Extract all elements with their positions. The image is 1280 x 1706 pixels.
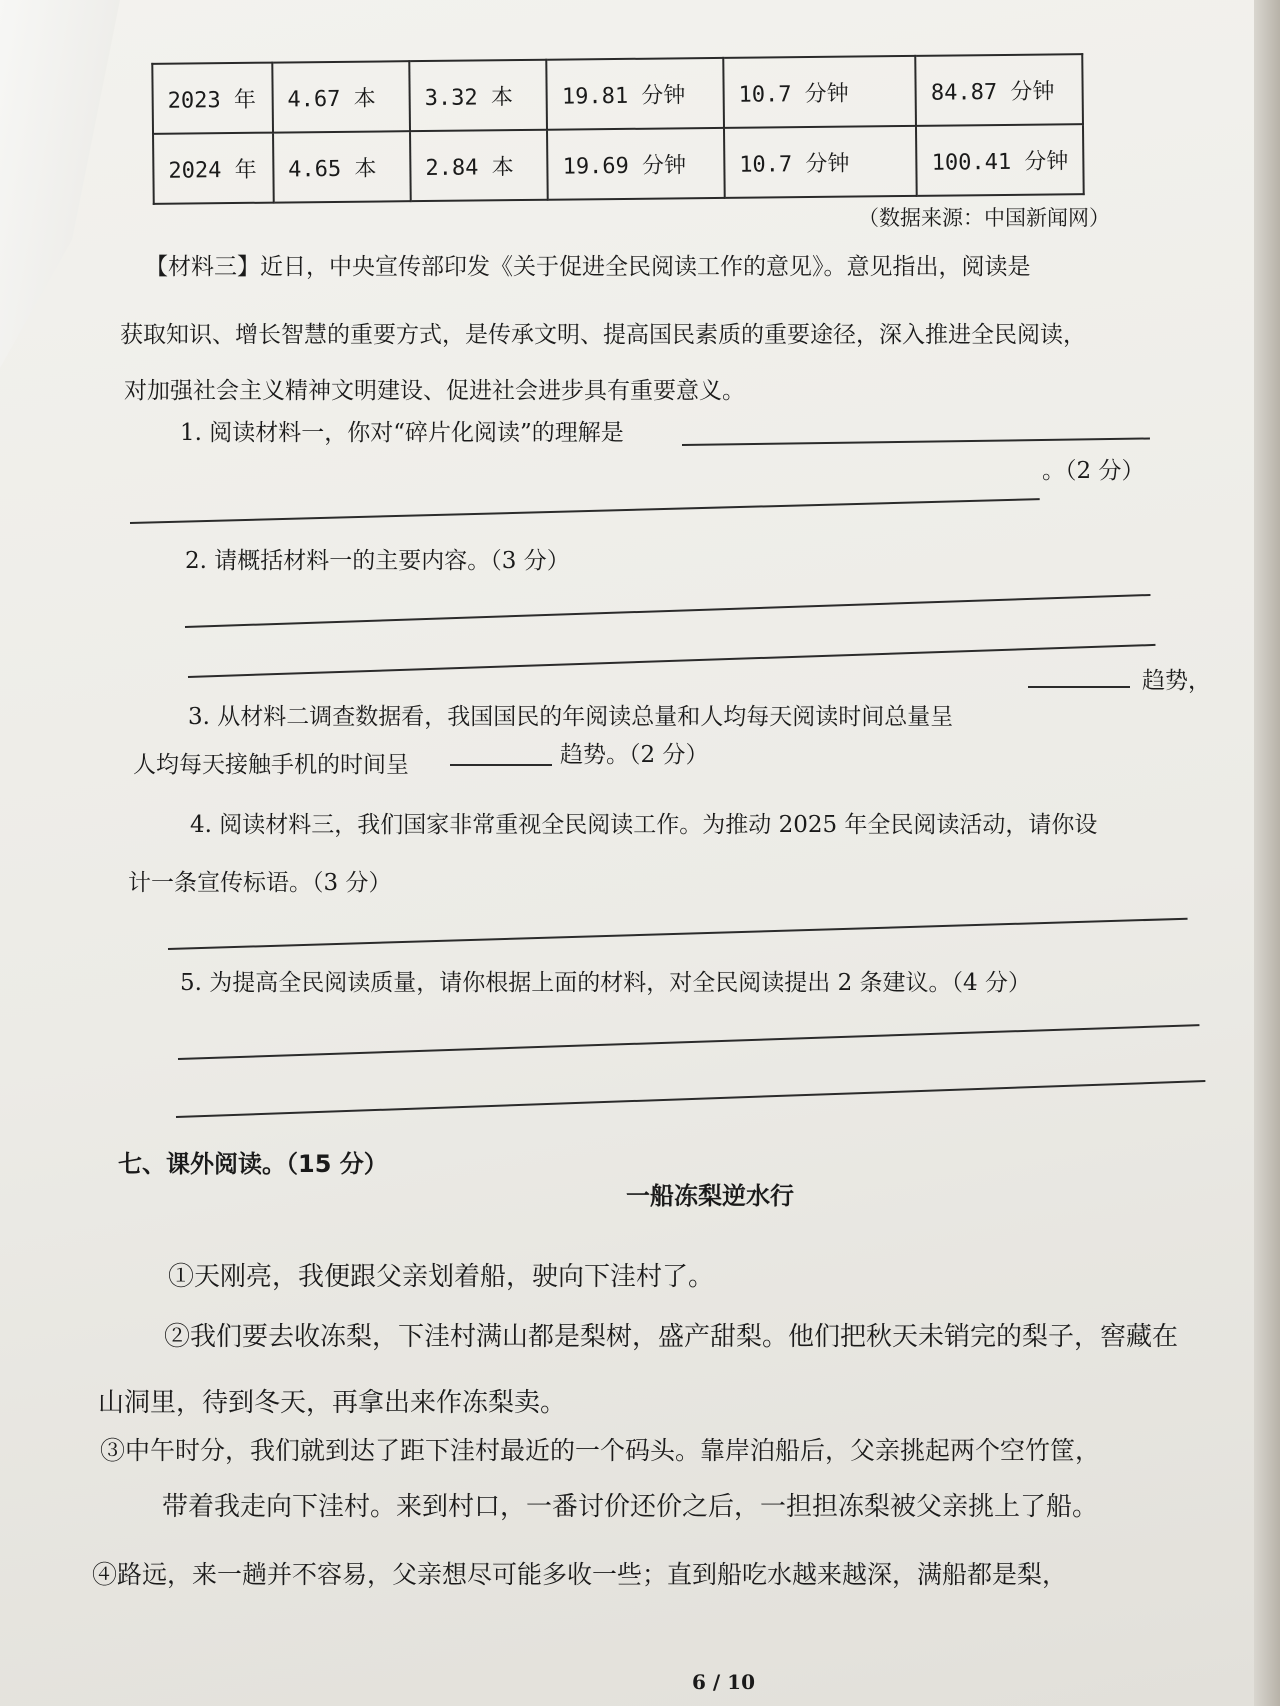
material-three-line-3: 对加强社会主义精神文明建设、促进社会进步具有重要意义。: [124, 378, 745, 404]
section-seven-heading: 七、课外阅读。（15 分）: [118, 1150, 388, 1178]
story-paragraph-1: ①天刚亮，我便跟父亲划着船，驶向下洼村了。: [168, 1262, 715, 1292]
question-2-prompt: 2. 请概括材料一的主要内容。（3 分）: [185, 548, 570, 574]
table-cell: 4.67 本: [272, 61, 410, 132]
fill-in-blank[interactable]: [450, 744, 552, 766]
story-paragraph-2: ②我们要去收冻梨，下洼村满山都是梨树，盛产甜梨。他们把秋天未销完的梨子，窖藏在: [164, 1322, 1179, 1352]
fill-in-blank[interactable]: [1028, 666, 1130, 688]
question-4-prompt-continued: 计一条宣传标语。（3 分）: [128, 870, 392, 896]
answer-line[interactable]: [185, 594, 1151, 628]
answer-line[interactable]: [176, 1080, 1205, 1118]
table-cell: 10.7 分钟: [723, 56, 916, 128]
folded-page-corner: [0, 0, 120, 400]
table-cell: 84.87 分钟: [916, 54, 1083, 126]
table-row: [152, 54, 1083, 134]
table-cell: 19.69 分钟: [547, 128, 724, 200]
story-paragraph-4: ④路远，来一趟并不容易，父亲想尽可能多收一些；直到船吃水越来越深，满船都是梨，: [92, 1560, 1068, 1589]
question-3-prompt: 3. 从材料二调查数据看，我国国民的年阅读总量和人均每天阅读时间总量呈: [188, 704, 954, 730]
table-cell: 19.81 分钟: [547, 58, 724, 130]
question-3-prompt-continued: 人均每天接触手机的时间呈: [133, 752, 409, 778]
page-stack-edge: [1254, 0, 1280, 1706]
answer-line[interactable]: [178, 1024, 1200, 1060]
material-three-line-2: 获取知识、增长智慧的重要方式，是传承文明、提高国民素质的重要途径，深入推进全民阅读，: [120, 322, 1086, 348]
table-cell: 2023 年: [152, 63, 272, 134]
story-paragraph-2-continued: 山洞里，待到冬天，再拿出来作冻梨卖。: [98, 1388, 567, 1418]
table-cell: 4.65 本: [273, 131, 411, 202]
question-3-points: 趋势。（2 分）: [560, 742, 709, 768]
question-3-suffix: 趋势，: [1142, 668, 1211, 694]
table-cell: 2024 年: [153, 133, 273, 204]
story-paragraph-3: ③中午时分，我们就到达了距下洼村最近的一个码头。靠岸泊船后，父亲挑起两个空竹筐，: [100, 1436, 1101, 1465]
answer-line[interactable]: [130, 498, 1040, 524]
table-cell: 2.84 本: [410, 130, 548, 201]
material-three-line-1: 【材料三】近日，中央宣传部印发《关于促进全民阅读工作的意见》。意见指出，阅读是: [145, 254, 1031, 280]
question-1-points: 。（2 分）: [1042, 458, 1145, 484]
story-title: 一船冻梨逆水行: [626, 1182, 794, 1210]
question-4-prompt: 4. 阅读材料三，我们国家非常重视全民阅读工作。为推动 2025 年全民阅读活动，请你设: [190, 812, 1098, 838]
table-cell: 3.32 本: [409, 60, 547, 131]
table-source-note: （数据来源：中国新闻网）: [858, 206, 1110, 230]
story-paragraph-3-continued: 带着我走向下洼村。来到村口，一番讨价还价之后，一担担冻梨被父亲挑上了船。: [162, 1492, 1099, 1522]
table-row: [153, 124, 1084, 204]
page-number: 6 / 10: [692, 1670, 755, 1694]
table-cell: 100.41 分钟: [916, 124, 1083, 196]
question-1-prompt: 1. 阅读材料一，你对“碎片化阅读”的理解是: [180, 420, 624, 446]
answer-line[interactable]: [188, 644, 1156, 678]
answer-line[interactable]: [682, 437, 1150, 446]
reading-survey-table: [151, 53, 1084, 205]
table-cell: 10.7 分钟: [724, 126, 917, 198]
question-5-prompt: 5. 为提高全民阅读质量，请你根据上面的材料，对全民阅读提出 2 条建议。（4 分）: [180, 970, 1031, 996]
answer-line[interactable]: [168, 918, 1188, 950]
